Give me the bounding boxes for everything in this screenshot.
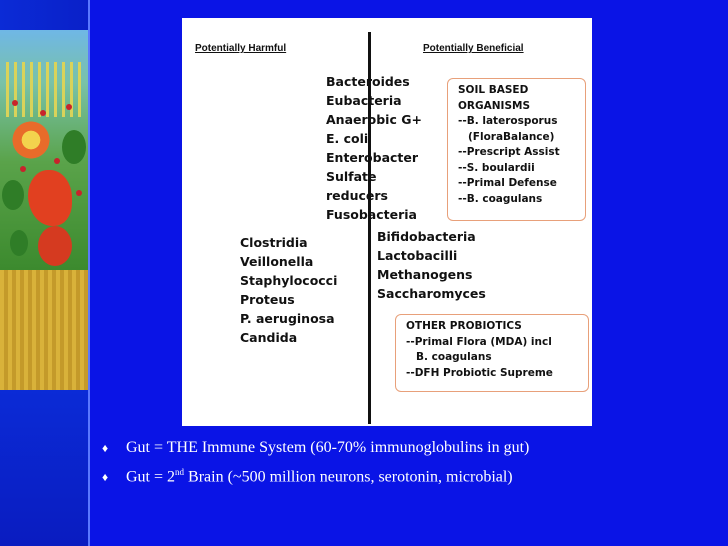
soil-box-title-line2: ORGANISMS [458, 99, 531, 112]
list-item: Anaerobic G+ [326, 112, 422, 127]
list-item: (FloraBalance) [468, 130, 555, 143]
soil-based-organisms-box [447, 78, 586, 221]
list-item: E. coli [326, 131, 369, 146]
list-item: Enterobacter [326, 150, 419, 165]
middle-microbe-list [326, 72, 422, 224]
other-probiotics-box [395, 314, 589, 392]
list-item: Eubacteria [326, 93, 402, 108]
list-item: Bacteroides [326, 74, 410, 89]
beneficial-microbe-list [377, 227, 486, 303]
diamond-bullet-icon: ♦ [102, 470, 109, 485]
list-item: Bifidobacteria [377, 229, 476, 244]
list-item: Veillonella [240, 254, 314, 269]
list-item: Clostridia [240, 235, 308, 250]
slide-bullet-list [102, 436, 529, 489]
bullet-immune-system [102, 436, 529, 460]
list-item: Saccharomyces [377, 286, 486, 301]
list-item: --Primal Flora (MDA) incl [406, 335, 552, 348]
list-item: --Prescript Assist [458, 146, 560, 158]
list-item: Staphylococci [240, 273, 338, 288]
bullet-text: Gut = THE Immune System (60-70% immunoglobulins in gut) [126, 439, 530, 456]
list-item: Methanogens [377, 267, 473, 282]
probiotics-box-title: OTHER PROBIOTICS [406, 320, 522, 332]
header-potentially-harmful: Potentially Harmful [195, 43, 287, 54]
list-item: --DFH Probiotic Supreme [406, 366, 553, 379]
gold-textured-band [0, 270, 90, 390]
harmful-microbe-list [240, 233, 337, 347]
bullet-text-pre: Gut = 2 [126, 468, 176, 486]
bullet-superscript: nd [175, 467, 185, 477]
bullet-text-post: Brain (~500 million neurons, serotonin, microbial) [184, 468, 513, 486]
garden-illustration [0, 30, 90, 270]
list-item: --S. boulardii [458, 161, 535, 174]
list-item: Proteus [240, 292, 295, 307]
diamond-bullet-icon: ♦ [102, 441, 109, 455]
list-item: --B. laterosporus [458, 115, 558, 127]
list-item: reducers [326, 188, 388, 203]
list-item: Sulfate [326, 169, 377, 184]
list-item: B. coagulans [416, 351, 492, 363]
list-item: --B. coagulans [458, 192, 543, 205]
soil-box-title-line1: SOIL BASED [458, 84, 529, 96]
list-item: Lactobacilli [377, 248, 458, 263]
header-potentially-beneficial: Potentially Beneficial [423, 43, 524, 54]
list-item: Candida [240, 330, 298, 345]
side-divider-line [88, 0, 90, 546]
bullet-second-brain [102, 460, 529, 489]
list-item: P. aeruginosa [240, 311, 335, 326]
decorative-side-artwork [0, 0, 90, 546]
list-item: Fusobacteria [326, 207, 417, 222]
list-item: --Primal Defense [458, 177, 557, 189]
